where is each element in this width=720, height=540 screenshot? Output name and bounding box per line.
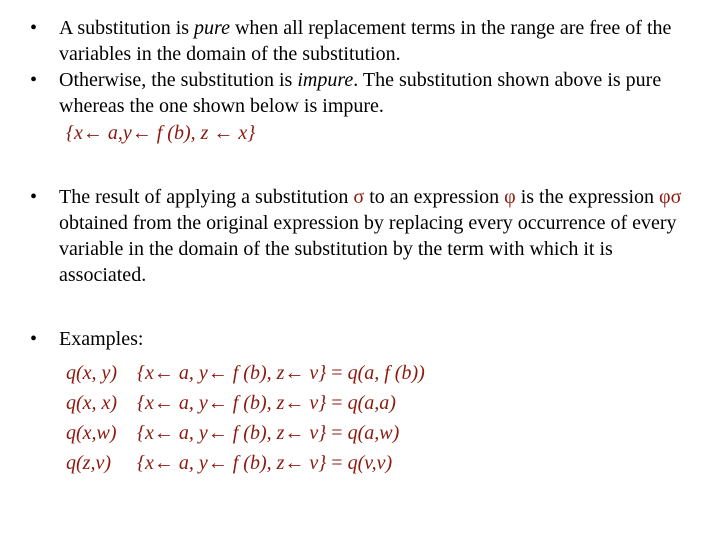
term-impure: impure xyxy=(297,69,354,91)
bullet-icon: • xyxy=(30,17,38,39)
example-lhs: q(z,v) xyxy=(66,452,111,474)
example-substitution: {x← a, y← f (b), z← v} xyxy=(137,362,327,384)
example-result: q(a,w) xyxy=(347,422,400,444)
bullet-text: A substitution is pure when all replacement terms in the range are free of the variables in the domain of the substitution. xyxy=(59,17,672,65)
equals-sign: = xyxy=(331,392,343,414)
impure-substitution-formula: {x← a,y← f (b), z ← x} xyxy=(66,122,256,144)
bullet-icon: • xyxy=(30,328,38,350)
bullet-icon: • xyxy=(30,186,38,208)
bullet-icon: • xyxy=(30,69,38,91)
example-substitution: {x← a, y← f (b), z← v} xyxy=(137,392,327,414)
example-substitution: {x← a, y← f (b), z← v} xyxy=(137,422,327,444)
bullet-examples xyxy=(30,326,690,352)
example-lhs: q(x, x) xyxy=(66,392,118,414)
example-row xyxy=(66,358,425,388)
bullet-text: The result of applying a substitution σ to an expression φ is the expression φσ obtained from the original expression by replacing every occurrence of every variable in the domain of the substitution by the term with which it is associated. xyxy=(59,186,682,286)
example-lhs: q(x,w) xyxy=(66,422,117,444)
example-row xyxy=(66,448,392,478)
equals-sign: = xyxy=(331,362,343,384)
sigma-symbol: σ xyxy=(353,186,365,208)
bullet-pure-definition xyxy=(30,15,690,67)
example-row xyxy=(66,388,396,418)
bullet-text: Otherwise, the substitution is impure. The substitution shown above is pure whereas the one shown below is impure. xyxy=(59,69,662,117)
example-row xyxy=(66,418,399,448)
bullet-impure-definition xyxy=(30,67,690,119)
bullet-application-definition xyxy=(30,184,690,288)
term-pure: pure xyxy=(194,17,230,39)
example-result: q(v,v) xyxy=(347,452,393,474)
equals-sign: = xyxy=(331,452,343,474)
example-result: q(a,a) xyxy=(347,392,396,414)
example-substitution: {x← a, y← f (b), z← v} xyxy=(137,452,327,474)
examples-label: Examples: xyxy=(59,328,144,350)
example-result: q(a, f (b)) xyxy=(347,362,425,384)
phi-sigma-symbol: φσ xyxy=(659,186,682,208)
equals-sign: = xyxy=(331,422,343,444)
example-lhs: q(x, y) xyxy=(66,362,118,384)
phi-symbol: φ xyxy=(504,186,516,208)
